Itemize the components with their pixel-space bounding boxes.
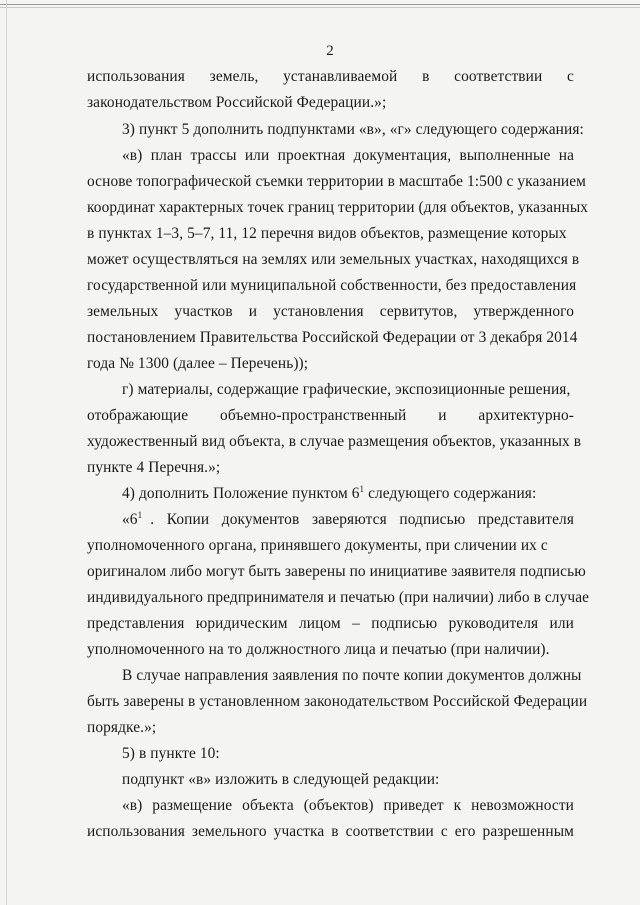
text-line: основе топографической съемки территории в масштабе 1:500 с указанием	[87, 173, 587, 190]
text-line: «$6^1$ . Копии документов заверяются подписью представителя	[122, 509, 574, 528]
text-line: 3) пункт 5 дополнить подпунктами «в», «г» следующего содержания:	[122, 121, 584, 138]
text-line: постановлением Правительства Российской Федерации от 3 декабря 2014	[87, 329, 578, 346]
text-line: законодательством Российской Федерации.»;	[87, 94, 387, 111]
superscript-mark: 1	[359, 483, 365, 494]
page-left-edge	[6, 0, 7, 905]
text-line: земельных участков и установления сервитутов, утвержденного	[87, 303, 574, 320]
text-line: 4) дополнить Положение пунктом $6^1$ следующего содержания:	[122, 483, 537, 502]
text-line: использования земельного участка в соответствии с его разрешенным	[87, 823, 574, 840]
text-line: использования земель, устанавливаемой в соответствии с	[87, 68, 574, 85]
text-line: порядке.»;	[87, 719, 157, 736]
text-line: В случае направления заявления по почте копии документов должны	[122, 667, 582, 684]
text-line: отображающие объемно-пространственный и архитектурно-	[87, 407, 574, 424]
text-line: «в) размещение объекта (объектов) приведет к невозможности	[122, 797, 574, 814]
text-line: координат характерных точек границ территории (для объектов, указанных	[87, 199, 589, 216]
text-line: «в) план трассы или проектная документация, выполненные на	[122, 147, 574, 164]
text-line: уполномоченного органа, принявшего документы, при сличении их с	[87, 537, 548, 554]
text-line: индивидуального предпринимателя и печатью (при наличии) либо в случае	[87, 589, 590, 606]
page-top-border-shadow	[0, 7, 640, 8]
text-line: 5) в пункте 10:	[122, 745, 220, 762]
page-top-border	[0, 4, 640, 5]
page-number: 2	[326, 43, 334, 59]
text-line: подпункт «в» изложить в следующей редакции:	[122, 771, 440, 788]
superscript-mark: 1	[137, 509, 143, 520]
text-line: уполномоченного на то должностного лица и печатью (при наличии).	[87, 641, 550, 658]
text-line: г) материалы, содержащие графические, экспозиционные решения,	[122, 381, 571, 398]
text-line: может осуществляться на землях или земельных участках, находящихся в	[87, 251, 580, 268]
text-line: представления юридическим лицом – подписью руководителя или	[87, 615, 574, 632]
text-line: художественный вид объекта, в случае размещения объектов, указанных в	[87, 433, 582, 450]
text-line: оригиналом либо могут быть заверены по инициативе заявителя подписью	[87, 563, 586, 580]
text-line: в пунктах 1–3, 5–7, 11, 12 перечня видов объектов, размещение которых	[87, 225, 567, 242]
text-line: года № 1300 (далее – Перечень));	[87, 355, 309, 372]
text-line: государственной или муниципальной собственности, без предоставления	[87, 277, 577, 294]
text-line: быть заверены в установленном законодательством Российской Федерации	[87, 693, 588, 710]
text-line: пункте 4 Перечня.»;	[87, 459, 221, 476]
